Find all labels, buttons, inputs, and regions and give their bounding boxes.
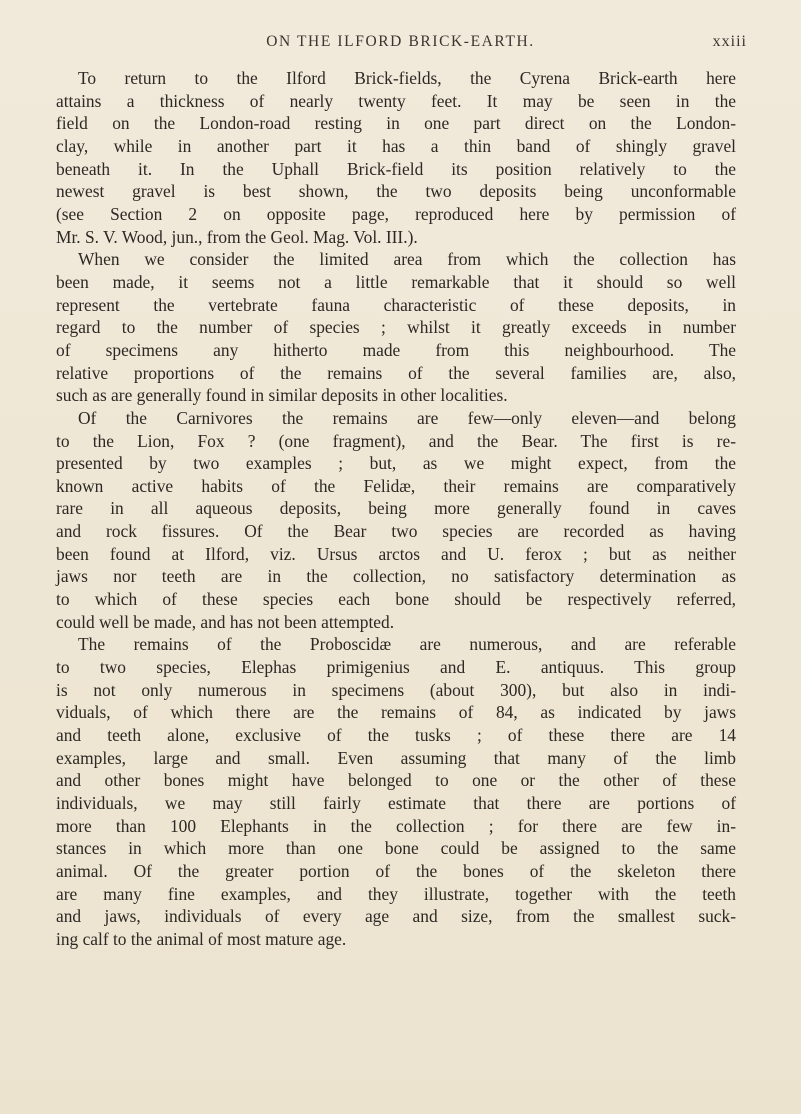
text-line: (see Section 2 on opposite page, reproduced here by permission of <box>56 203 736 224</box>
text-line: newest gravel is best shown, the two deposits being unconformable <box>56 181 736 202</box>
text-line: such as are generally found in similar deposits in other localities. <box>56 385 508 406</box>
text-line: and jaws, individuals of every age and size, from the smallest suck- <box>56 906 736 927</box>
text-line: relative proportions of the remains of the several families are, also, <box>56 362 736 383</box>
page-number: xxiii <box>712 33 747 50</box>
text-line: The remains of the Proboscidæ are numerous, and are referable <box>78 634 736 655</box>
text-line: When we consider the limited area from which the collection has <box>78 249 736 270</box>
text-line: to two species, Elephas primigenius and E. antiquus. This group <box>56 657 736 678</box>
text-line: is not only numerous in specimens (about 300), but also in indi- <box>56 679 736 700</box>
text-line: to which of these species each bone should be respectively referred, <box>56 589 736 610</box>
paragraph <box>56 248 736 407</box>
text-line: represent the vertebrate fauna characteristic of these deposits, in <box>56 294 736 315</box>
text-line: rare in all aqueous deposits, being more generally found in caves <box>56 498 736 519</box>
text-line: jaws nor teeth are in the collection, no satisfactory determination as <box>56 566 736 587</box>
paragraph <box>56 633 736 950</box>
text-line: been found at Ilford, viz. Ursus arctos and U. ferox ; but as neither <box>56 543 736 564</box>
paragraph <box>56 407 736 634</box>
text-line: could well be made, and has not been attempted. <box>56 611 395 632</box>
text-line: stances in which more than one bone could be assigned to the same <box>56 838 736 859</box>
text-line: and other bones might have belonged to one or the other of these <box>56 770 736 791</box>
text-line: and teeth alone, exclusive of the tusks ; of these there are 14 <box>56 725 736 746</box>
page-header <box>0 33 801 55</box>
text-line: are many fine examples, and they illustrate, together with the teeth <box>56 883 736 904</box>
text-line: more than 100 Elephants in the collection ; for there are few in- <box>56 815 736 836</box>
text-line: Of the Carnivores the remains are few—only eleven—and belong <box>78 407 736 428</box>
text-line: examples, large and small. Even assuming that many of the limb <box>56 747 736 768</box>
text-line: of specimens any hitherto made from this neighbourhood. The <box>56 339 736 360</box>
text-line: To return to the Ilford Brick-fields, the Cyrena Brick-earth here <box>78 68 736 88</box>
text-line: to the Lion, Fox ? (one fragment), and the Bear. The first is re- <box>56 430 736 451</box>
text-line: clay, while in another part it has a thin band of shingly gravel <box>56 135 736 156</box>
text-line: Mr. S. V. Wood, jun., from the Geol. Mag. Vol. III.). <box>56 226 418 247</box>
running-head: ON THE ILFORD BRICK-EARTH. <box>266 33 535 50</box>
text-line: presented by two examples ; but, as we might expect, from the <box>56 453 736 474</box>
text-line: and rock fissures. Of the Bear two species are recorded as having <box>56 521 736 542</box>
text-line: individuals, we may still fairly estimate that there are portions of <box>56 793 736 813</box>
text-line: field on the London-road resting in one part direct on the London- <box>56 113 736 134</box>
paragraph <box>56 67 736 248</box>
body-text <box>56 67 736 951</box>
text-line: known active habits of the Felidæ, their remains are comparatively <box>56 475 736 496</box>
text-line: animal. Of the greater portion of the bones of the skeleton there <box>56 860 736 881</box>
text-line: been made, it seems not a little remarkable that it should so well <box>56 271 736 292</box>
text-line: viduals, of which there are the remains of 84, as indicated by jaws <box>56 702 736 723</box>
text-line: regard to the number of species ; whilst it greatly exceeds in number <box>56 317 736 338</box>
text-line: beneath it. In the Uphall Brick-field its position relatively to the <box>56 158 736 179</box>
text-line: attains a thickness of nearly twenty feet. It may be seen in the <box>56 90 736 111</box>
text-line: ing calf to the animal of most mature age. <box>56 928 347 949</box>
